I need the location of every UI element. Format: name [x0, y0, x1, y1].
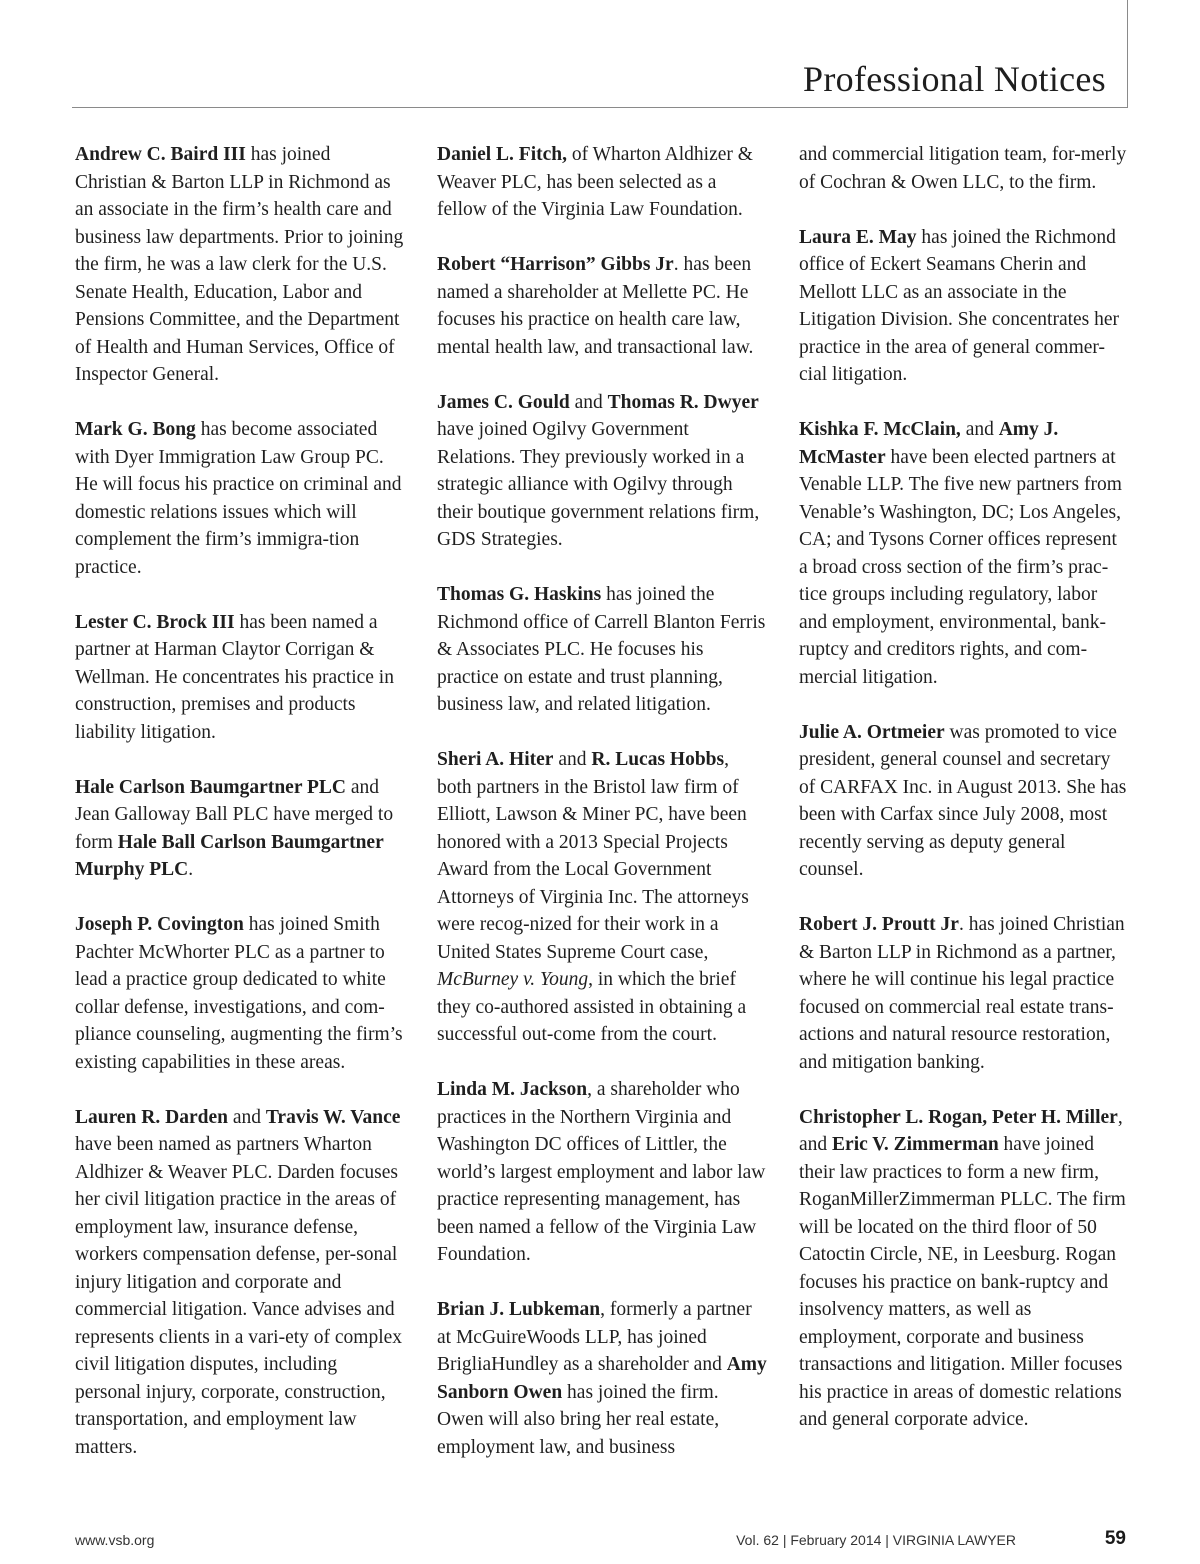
notice-paragraph — [437, 1296, 767, 1461]
person-or-firm-name: Sheri A. Hiter — [437, 749, 554, 770]
notice-paragraph — [437, 1076, 767, 1269]
person-or-firm-name: Thomas R. Dwyer — [607, 391, 759, 413]
page-number: 59 — [1104, 1528, 1126, 1549]
notice-paragraph — [75, 609, 405, 747]
notice-text: and Jean Galloway Ball PLC have merged to form — [75, 776, 394, 853]
notice-text: have been elected partners at Venable LLP. The five new partners from Venable’s Washington, DC; Los Angeles, CA; and Tysons Corner offices represent a broad cross section of the firm’s prac-tice groups including regulatory, labor and employment, environmental, bank-ruptcy and creditors rights, and com-mercial litigation. — [799, 446, 1122, 688]
notice-text: . — [188, 859, 194, 880]
person-or-firm-name: Joseph P. Covington — [75, 914, 244, 935]
notice-text: has been named a partner at Harman Claytor Corrigan & Wellman. He concentrates his practice in construction, premises and products liability litigation. — [75, 611, 394, 743]
header-rule — [72, 107, 1128, 108]
notice-paragraph — [75, 1104, 405, 1462]
notice-text: of Wharton Aldhizer & Weaver PLC, has been selected as a fellow of the Virginia Law Foundation. — [437, 144, 753, 220]
person-or-firm-name: Hale Carlson Baumgartner PLC — [75, 776, 347, 798]
notice-paragraph — [799, 224, 1129, 389]
notice-text: and — [553, 749, 592, 770]
footer-website: www.vsb.org — [75, 1532, 155, 1548]
notice-paragraph — [437, 746, 767, 1049]
notice-paragraph — [437, 581, 767, 719]
person-or-firm-name: Christopher L. Rogan, Peter H. Miller — [799, 1106, 1118, 1128]
notice-text: have been named as partners Wharton Aldhizer & Weaver PLC. Darden focuses her civil litigation practice in the areas of employment law, insurance defense, workers compensation defense, per-sonal injury litigation and corporate and commercial litigation. Vance advises and represents clients in a vari-ety of complex civil litigation disputes, including personal injury, corporate, construction, transportation, and employment law matters. — [75, 1134, 403, 1458]
person-or-firm-name: Lauren R. Darden — [75, 1106, 228, 1128]
person-or-firm-name: Laura E. May — [799, 226, 917, 248]
person-or-firm-name: Lester C. Brock III — [75, 611, 235, 633]
notice-paragraph — [799, 1104, 1129, 1434]
notice-text: and — [569, 391, 608, 413]
notice-text: has joined the firm. Owen will also bring her real estate, employment law, and business — [437, 1381, 720, 1458]
notice-text: has joined Christian & Barton LLP in Richmond as an associate in the firm’s health care and business law departments. Prior to joining the firm, he was a law clerk for the U.S. Senate Health, Education, Labor and Pensions Committee, and the Department of Health and Human Services, Office of Inspector General. — [75, 144, 404, 385]
notice-paragraph — [75, 774, 405, 884]
section-title: Professional Notices — [803, 59, 1106, 99]
notice-text: was promoted to vice president, general counsel and secretary of CARFAX Inc. in August 2013. She has been with Carfax since July 2008, most recently serving as deputy general counsel. — [799, 721, 1127, 880]
notice-paragraph — [437, 251, 767, 361]
notice-text: . has joined Christian & Barton LLP in Richmond as a partner, where he will continue his legal practice focused on commercial real estate trans-actions and natural resource restoration, and mitigation banking. — [799, 914, 1125, 1073]
person-or-firm-name: Robert “Harrison” Gibbs Jr — [437, 254, 674, 275]
notice-text: has joined the Richmond office of Carrell Blanton Ferris & Associates PLC. He focuses his practice on estate and trust planning, business law, and related litigation. — [437, 584, 766, 715]
person-or-firm-name: Mark G. Bong — [75, 419, 196, 440]
column-3 — [799, 141, 1129, 1461]
notice-text: , both partners in the Bristol law firm of Elliott, Lawson & Miner PC, have been honored with a 2013 Special Projects Award from the Local Government Attorneys of Virginia Inc. The attorneys were recog-nized for their work in a United States Supreme Court case, — [437, 749, 749, 963]
notice-paragraph — [437, 141, 767, 224]
notice-text: and commercial litigation team, for-merly of Cochran & Owen LLC, to the firm. — [799, 144, 1127, 193]
notice-text: has joined the Richmond office of Eckert Seamans Cherin and Mellott LLC as an associate in the Litigation Division. She concentrates her practice in the area of general commer-cial litigation. — [799, 226, 1120, 385]
person-or-firm-name: Robert J. Proutt Jr — [799, 914, 959, 935]
notice-text: , a shareholder who practices in the Northern Virginia and Washington DC offices of Littler, the world’s largest employment and labor law practice representing management, has been named a fellow of the Virginia Law Foundation. — [437, 1079, 766, 1265]
notice-paragraph — [75, 141, 405, 389]
person-or-firm-name: James C. Gould — [437, 391, 570, 413]
notice-paragraph — [75, 416, 405, 581]
person-or-firm-name: Amy J. McMaster — [799, 419, 1059, 468]
person-or-firm-name: Amy Sanborn Owen — [437, 1354, 767, 1403]
person-or-firm-name: Brian J. Lubkeman — [437, 1299, 601, 1320]
person-or-firm-name: Daniel L. Fitch, — [437, 144, 567, 165]
notice-text: , formerly a partner at McGuireWoods LLP, has joined BrigliaHundley as a shareholder and — [437, 1299, 752, 1375]
notice-text: have joined Ogilvy Government Relations. They previously worked in a strategic alliance with Ogilvy through their boutique government relations firm, GDS Strategies. — [437, 419, 760, 550]
person-or-firm-name: Travis W. Vance — [265, 1106, 401, 1128]
person-or-firm-name: Linda M. Jackson — [437, 1079, 588, 1100]
notice-text: has become associated with Dyer Immigration Law Group PC. He will focus his practice on criminal and domestic relations issues which will complement the firm’s immigra-tion practice. — [75, 419, 402, 578]
notice-paragraph — [75, 911, 405, 1076]
notice-text: and — [227, 1106, 266, 1128]
notice-text: , and — [799, 1106, 1123, 1155]
person-or-firm-name: Andrew C. Baird III — [75, 144, 246, 165]
notice-paragraph — [799, 911, 1129, 1076]
notice-paragraph — [799, 141, 1129, 196]
footer-issue-info: Vol. 62 | February 2014 | VIRGINIA LAWYER — [736, 1532, 1016, 1548]
person-or-firm-name: Eric V. Zimmerman — [832, 1134, 999, 1155]
header-vertical-rule — [1127, 0, 1128, 108]
notice-text: , in which the brief they co-authored assisted in obtaining a successful out-come from the court. — [437, 969, 747, 1045]
notice-paragraph — [437, 389, 767, 554]
person-or-firm-name: R. Lucas Hobbs — [591, 749, 725, 770]
column-2 — [437, 141, 767, 1489]
notice-text: has joined Smith Pachter McWhorter PLC as a partner to lead a practice group dedicated to white collar defense, investigations, and com-pliance counseling, augmenting the firm’s existing capabilities in these areas. — [75, 914, 403, 1073]
column-1 — [75, 141, 405, 1489]
notice-text: and — [960, 419, 999, 440]
notice-paragraph — [799, 719, 1129, 884]
notice-text: . has been named a shareholder at Mellette PC. He focuses his practice on health care law, mental health law, and transactional law. — [437, 254, 754, 358]
person-or-firm-name: Thomas G. Haskins — [437, 584, 602, 605]
person-or-firm-name: Hale Ball Carlson Baumgartner Murphy PLC — [75, 831, 384, 880]
notice-paragraph — [799, 416, 1129, 691]
person-or-firm-name: Julie A. Ortmeier — [799, 721, 945, 743]
notice-text: have joined their law practices to form a new firm, RoganMillerZimmerman PLLC. The firm will be located on the third floor of 50 Catoctin Circle, NE, in Leesburg. Rogan focuses his practice on bank-ruptcy and insolvency matters, as well as employment, corporate and business transactions and litigation. Miller focuses his practice in areas of domestic relations and general corporate advice. — [799, 1134, 1126, 1430]
case-citation: McBurney v. Young — [437, 969, 589, 990]
person-or-firm-name: Kishka F. McClain, — [799, 419, 961, 440]
